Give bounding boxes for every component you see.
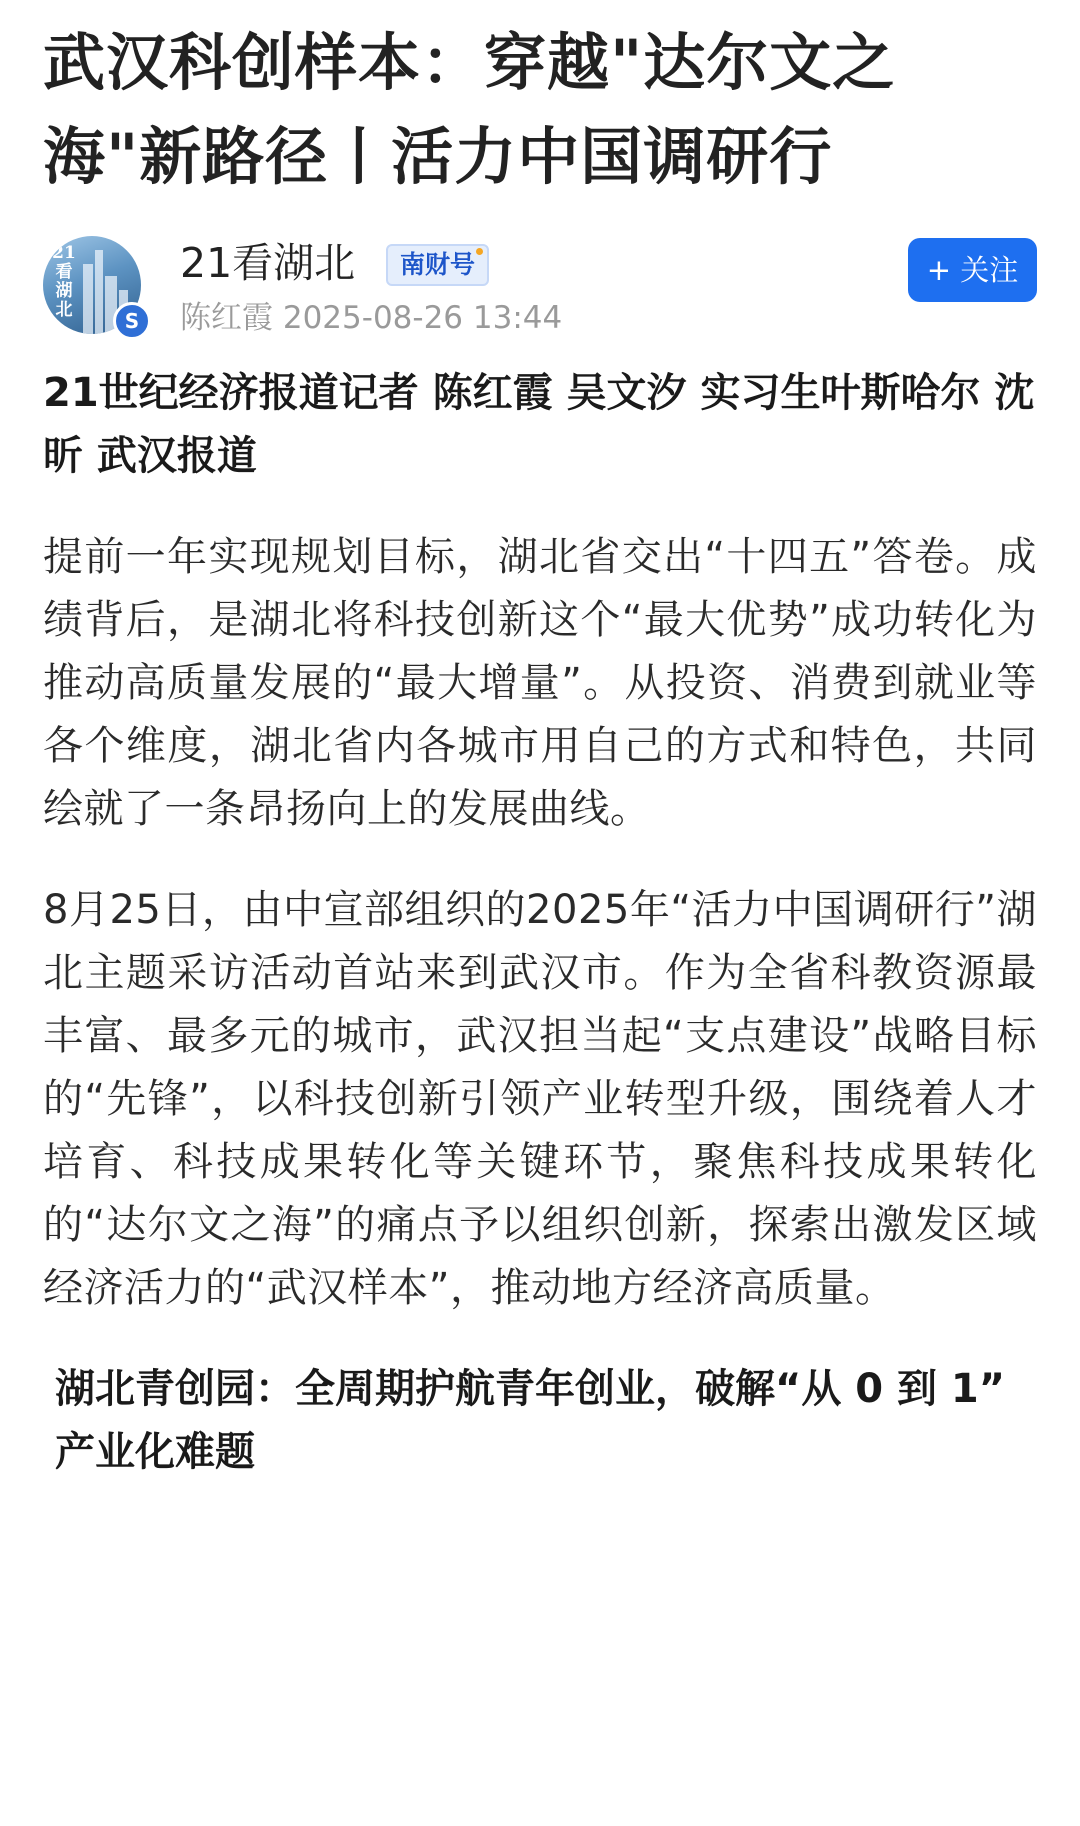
reporter-name: 陈红霞 bbox=[180, 300, 273, 336]
source-badge bbox=[386, 244, 489, 286]
author-header bbox=[43, 232, 1037, 356]
publish-datetime: 2025-08-26 13:44 bbox=[282, 300, 563, 336]
avatar-text: 21看湖北 bbox=[52, 243, 76, 320]
verified-s-badge: S bbox=[113, 302, 151, 340]
article-title: 武汉科创样本：穿越"达尔文之海"新路径丨活力中国调研行 bbox=[43, 26, 896, 193]
article-meta bbox=[180, 298, 562, 338]
paragraph: 8月25日，由中宣部组织的2025年“活力中国调研行”湖北主题采访活动首站来到武汉市。作为全省科教资源最丰富、最多元的城市，武汉担当起“支点建设”战略目标的“先锋”，以科技创新引领产业转型升级，围绕着人才培育、科技成果转化等关键环节，聚焦科技成果转化的“达尔文之海”的痛点予以组织创新，探索出激发区域经济活力的“武汉样本”，推动地方经济高质量。 bbox=[43, 887, 1037, 1311]
star-dot-icon bbox=[476, 248, 483, 255]
follow-button[interactable]: + 关注 bbox=[908, 238, 1037, 302]
section-subheading: 湖北青创园：全周期护航青年创业，破解“从 0 到 1” 产业化难题 bbox=[55, 1366, 1006, 1475]
source-badge-label: 南财号 bbox=[400, 250, 476, 279]
article-byline: 21世纪经济报道记者 陈红霞 吴文汐 实习生叶斯哈尔 沈昕 武汉报道 bbox=[43, 370, 1035, 479]
paragraph: 提前一年实现规划目标，湖北省交出“十四五”答卷。成绩背后，是湖北将科技创新这个“最大优势”成功转化为推动高质量发展的“最大增量”。从投资、消费到就业等各个维度，湖北省内各城市用自己的方式和特色，共同绘就了一条昂扬向上的发展曲线。 bbox=[43, 534, 1037, 832]
author-name[interactable]: 21看湖北 bbox=[180, 239, 356, 287]
